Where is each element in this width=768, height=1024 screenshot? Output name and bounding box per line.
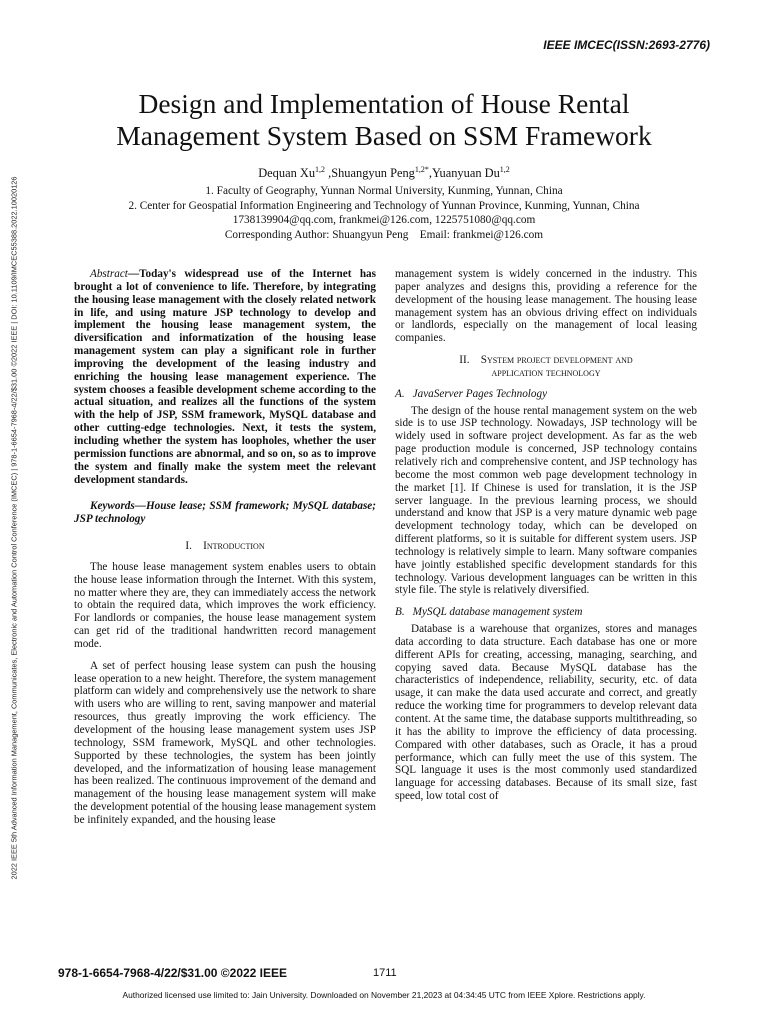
page-number: 1711: [373, 967, 397, 979]
section-heading-2: [395, 354, 697, 380]
corresponding-author: Corresponding Author: Shuangyun Peng Email: frankmei@126.com: [224, 228, 544, 241]
section-title-line-1: System project development and: [480, 354, 633, 367]
author-name: Shuangyun Peng: [331, 166, 415, 181]
section-title: Introduction: [203, 540, 265, 553]
author-sup: 1,2: [315, 165, 326, 174]
affiliation-2: 2. Center for Geospatial Information Engineering and Technology of Yunnan Province, Kunming, Yunnan, China: [128, 199, 640, 212]
abstract-text: —Today's widespread use of the Internet has brought a lot of convenience to life. Therefore, by integrating the housing lease management with the closely related network in life, and using mature JSP technology to develop and implement the housing lease management system, the diversification and informatization of the housing lease management system can play a significant role in further improving the development of the leasing industry and enriching the housing lease management experience. The system chooses a feasible development scheme according to the actual situation, and realizes all the functions of the system with the help of JSP, SSM framework, MySQL database and other cutting-edge technologies. Next, it tests the system, including whether the system has loopholes, whether the user permission functions are abnormal, and so on, so as to improve the system and finally make the system meet the relevant development standards.: [74, 268, 376, 486]
subsection-number: B.: [395, 606, 405, 619]
abstract: [74, 268, 376, 486]
journal-header: IEEE IMCEC(ISSN:2693-2776): [543, 38, 710, 52]
subsection-title: MySQL database management system: [412, 606, 583, 619]
intro-paragraph-2: A set of perfect housing lease system can push the housing lease operation to a new height. Therefore, the system management platform can widely and comprehensively use the network to share with users who are willing to rent, saving manpower and material resources, thus greatly improving the work efficiency. The development of the housing lease management system uses JSP technology, SSM framework, MySQL and other technologies. Supported by these technologies, the system has been jointly developed, and the informatization of housing lease management has been realized. The continuous improvement of the demand and management of the housing lease management system will make the development potential of the housing lease management system be infinitely expanded, and the housing lease: [74, 659, 376, 826]
jsp-paragraph: The design of the house rental management system on the web side is to use JSP technology. Nowadays, JSP technology will be widely used in software project development. As far as the web page production module is concerned, JSP technology contains relatively rich and comprehensive content, and JSP technology has become the most common web page development technology in the market [1]. If Chinese is used for translation, it is the JSP server language. In the previous learning process, we should understand and know that JSP is a very mature dynamic web page development technology today, which can be developed on different platforms, so it is suitable for different system users. JSP technology is relatively simple to learn. Many software companies have jointly established specific development standards for this technology. Various development languages can be written in this style file. The style is relatively diversified.: [395, 404, 697, 597]
author-sup: 1,2: [499, 165, 510, 174]
intro-paragraph-1: The house lease management system enables users to obtain the house lease information through the Internet. With this system, no matter where they are, they can immediately access the network to obtain the required data, which improves the work efficiency. For landlords or companies, the house lease management system can get rid of the traditional handwritten record management mode.: [74, 560, 376, 650]
title-line-1: Design and Implementation of House Rental: [138, 88, 630, 119]
author-emails: 1738139904@qq.com, frankmei@126.com, 1225751080@qq.com: [232, 214, 536, 227]
author-list: [40, 165, 728, 181]
intro-paragraph-2-continued: management system is widely concerned in the industry. This paper analyzes and designs this, providing a reference for the development of the housing lease management. The housing lease management system has an obvious driving effect on individuals or landlords, especially on the management of local leasing companies.: [395, 268, 697, 345]
keywords-text: —House lease; SSM framework; MySQL database; JSP technology: [74, 500, 376, 526]
author-name: Dequan Xu: [258, 166, 316, 181]
abstract-label: Abstract: [90, 268, 128, 280]
subsection-heading-a: [395, 388, 697, 401]
section-number: I.: [185, 540, 192, 553]
subsection-heading-b: [395, 606, 697, 619]
author-sep: ,: [325, 166, 332, 181]
section-title-line-2: application technology: [491, 366, 601, 379]
right-column: [395, 268, 697, 812]
title-line-2: Management System Based on SSM Framework: [116, 120, 652, 151]
keywords: [74, 500, 376, 526]
subsection-number: A.: [395, 387, 405, 400]
section-heading-1: [74, 540, 376, 553]
affiliations: [40, 184, 728, 242]
author-sup: 1,2*: [414, 165, 429, 174]
authorized-use-notice: Authorized licensed use limited to: Jain University. Downloaded on November 21,2023 at 04:34:45 UTC from IEEE Xplore. Restrictions apply.: [122, 990, 646, 1000]
affiliation-1: 1. Faculty of Geography, Yunnan Normal University, Kunming, Yunnan, China: [205, 185, 563, 197]
keywords-label: Keywords: [90, 500, 135, 513]
left-column: [74, 268, 376, 836]
author-sep: ,: [428, 166, 432, 181]
footer-isbn: 978-1-6654-7968-4/22/$31.00 ©2022 IEEE: [58, 966, 288, 980]
subsection-title: JavaServer Pages Technology: [412, 387, 548, 400]
paper-title: [40, 88, 728, 152]
sidebar-citation: [7, 102, 21, 954]
section-number: II.: [459, 354, 470, 367]
author-name: Yuanyuan Du: [431, 166, 500, 181]
mysql-paragraph: Database is a warehouse that organizes, stores and manages data according to data structure. Each database has one or more different APIs for creating, accessing, managing, searching, and copying saved data. Because MySQL database has the characteristics of independence, reliability, security, etc. of data usage, it can make the data used accurate and correct, and greatly reduce the working time for programmers to develop relevant data content. At the same time, the database supports multithreading, so it has the ability to improve the efficiency of data processing. Compared with other databases, such as Oracle, it has a proud performance, which can fully meet the use of this system. The SQL language it uses is the most commonly used standardized language for accessing databases. Because of its small size, fast speed, low total cost of: [395, 623, 697, 803]
sidebar-citation-text: 2022 IEEE 5th Advanced Information Management, Communicates, Electronic and Automation Control Conference (IMCEC) | 978-1-6654-7968-4/22/$31.00 ©2022 IEEE | DOI: 10.1109/IMCEC55388.2022.10020126: [9, 176, 19, 880]
